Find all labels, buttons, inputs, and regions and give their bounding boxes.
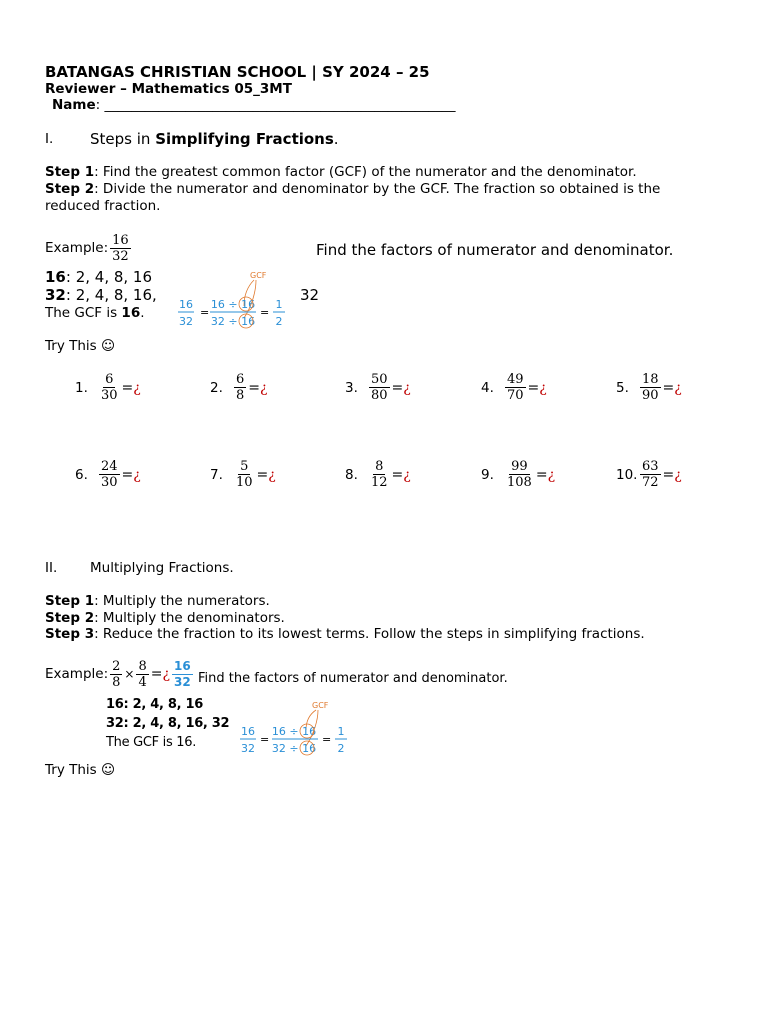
section1-step2 xyxy=(45,181,660,198)
problem-numerator: 49 xyxy=(507,372,524,387)
problem-denominator: 90 xyxy=(642,388,659,403)
s2-step1-label: Step 1 xyxy=(45,593,95,609)
s2-fig-frac-num: 16 xyxy=(241,725,255,738)
problem-equals: = xyxy=(121,466,134,483)
problem-answer-mark: ¿ xyxy=(539,379,547,396)
s2-fig-equals-2: = xyxy=(322,733,332,746)
problem-3 xyxy=(345,372,411,403)
problem-number: 3. xyxy=(345,379,358,396)
problem-numerator: 8 xyxy=(375,459,384,474)
s2-step2-label: Step 2 xyxy=(45,610,95,626)
s2-a-den: 8 xyxy=(112,675,121,690)
s2-a-num: 2 xyxy=(112,659,121,674)
section1-instruction: Find the factors of numerator and denominator. xyxy=(316,241,674,259)
problem-answer-mark: ¿ xyxy=(674,379,682,396)
section2-step1 xyxy=(45,593,270,610)
problem-fraction xyxy=(640,372,661,403)
factors-32-label: 32 xyxy=(45,286,66,304)
problem-equals: = xyxy=(121,379,134,396)
gcf-value: 16 xyxy=(121,305,141,321)
fig-equals-2: = xyxy=(260,306,270,319)
fig-equals-1: = xyxy=(200,306,210,319)
s2-fraction-b xyxy=(136,659,148,690)
problem-number: 6. xyxy=(75,466,88,483)
problem-numerator: 50 xyxy=(371,372,388,387)
school-title: BATANGAS CHRISTIAN SCHOOL | SY 2024 – 25 xyxy=(45,63,430,81)
s2-fig-result-num: 1 xyxy=(337,725,345,738)
section1-title-post: . xyxy=(333,130,339,148)
gcf-statement xyxy=(45,305,145,322)
problem-fraction xyxy=(234,459,255,490)
problem-fraction xyxy=(369,459,390,490)
section2-number: II. xyxy=(45,560,58,576)
factors-32-text: : 2, 4, 8, 16, xyxy=(65,286,157,304)
problem-fraction xyxy=(640,459,661,490)
problem-denominator: 12 xyxy=(371,475,388,490)
s2-answer-mark: ¿ xyxy=(162,666,170,682)
s2-product-den: 32 xyxy=(174,675,191,689)
s2-example-label: Example: xyxy=(45,666,109,682)
problem-denominator: 30 xyxy=(101,475,118,490)
example-fraction xyxy=(110,233,131,264)
section1-number: I. xyxy=(45,131,54,147)
problem-number: 7. xyxy=(210,466,223,483)
factors-16-text: : 2, 4, 8, 16 xyxy=(65,268,153,286)
gcf-tag: GCF xyxy=(250,271,267,280)
problem-number: 4. xyxy=(481,379,494,396)
s2-product-num: 16 xyxy=(174,659,191,673)
gcf-figure-2 xyxy=(232,696,357,764)
problem-4 xyxy=(481,372,547,403)
step2-text: : Divide the numerator and denominator by the GCF. The fraction so obtained is the xyxy=(94,181,661,197)
problem-denominator: 70 xyxy=(507,388,524,403)
problem-numerator: 5 xyxy=(240,459,249,474)
problem-answer-mark: ¿ xyxy=(268,466,276,483)
section2-title: Multiplying Fractions. xyxy=(90,560,234,576)
s2-product xyxy=(172,659,193,690)
problem-equals: = xyxy=(662,466,675,483)
problem-denominator: 80 xyxy=(371,388,388,403)
s2-fig-equals-1: = xyxy=(260,733,270,746)
problem-number: 9. xyxy=(481,466,494,483)
step1-label: Step 1 xyxy=(45,164,95,180)
s2-factors-32: 32: 2, 4, 8, 16, 32 xyxy=(106,716,230,731)
s2-fig-frac-den: 32 xyxy=(241,742,255,755)
problem-equals: = xyxy=(391,379,404,396)
step1-text: : Find the greatest common factor (GCF) of the numerator and the denominator. xyxy=(94,164,637,180)
problem-6 xyxy=(75,459,141,490)
try-this-2: Try This ☺ xyxy=(45,762,116,778)
section2-step3 xyxy=(45,626,645,643)
factors-32-extra: 32 xyxy=(300,286,320,304)
problem-numerator: 18 xyxy=(642,372,659,387)
problem-number: 1. xyxy=(75,379,88,396)
factors-16-label: 16 xyxy=(45,268,66,286)
s2-fig-div-den: 32 ÷ 16 xyxy=(271,742,317,755)
s2-gcf-tag: GCF xyxy=(312,701,329,710)
s2-step2-text: : Multiply the denominators. xyxy=(94,610,285,626)
name-label: Name xyxy=(52,97,96,113)
problem-equals: = xyxy=(256,466,269,483)
s2-b-den: 4 xyxy=(138,675,147,690)
problem-number: 8. xyxy=(345,466,358,483)
fig-div-num: 16 ÷ 16 xyxy=(210,298,256,311)
s2-step3-text: : Reduce the fraction to its lowest terms. Follow the steps in simplifying fractions. xyxy=(94,626,645,642)
gcf-end: . xyxy=(140,305,145,321)
section1-step2-cont: reduced fraction. xyxy=(45,198,161,214)
problem-number: 10. xyxy=(616,466,638,483)
problem-2 xyxy=(210,372,268,403)
s2-fig-result-den: 2 xyxy=(337,742,345,755)
s2-equals: = xyxy=(150,666,163,682)
section1-example xyxy=(45,233,133,264)
problem-answer-mark: ¿ xyxy=(133,379,141,396)
problem-equals: = xyxy=(527,379,540,396)
problem-1 xyxy=(75,372,141,403)
problem-equals: = xyxy=(535,466,548,483)
fig-result-num: 1 xyxy=(275,298,283,311)
section1-heading xyxy=(90,130,339,148)
name-line: : ____________________________________________________ xyxy=(95,97,456,113)
problem-10 xyxy=(616,459,682,490)
problem-numerator: 63 xyxy=(642,459,659,474)
problem-denominator: 72 xyxy=(642,475,659,490)
s2-fig-div-num: 16 ÷ 16 xyxy=(271,725,317,738)
section1-title-bold: Simplifying Fractions xyxy=(155,130,334,148)
gcf-figure-1 xyxy=(170,266,295,334)
gcf-text: The GCF is xyxy=(45,305,122,321)
problem-number: 5. xyxy=(616,379,629,396)
factors-16 xyxy=(45,268,152,286)
problem-fraction xyxy=(505,459,534,490)
problem-answer-mark: ¿ xyxy=(674,466,682,483)
problem-answer-mark: ¿ xyxy=(260,379,268,396)
try-this-1: Try This ☺ xyxy=(45,338,116,354)
name-field xyxy=(52,97,455,114)
problem-5 xyxy=(616,372,682,403)
problem-numerator: 6 xyxy=(236,372,245,387)
fig-frac-den: 32 xyxy=(179,315,193,328)
section1-step1 xyxy=(45,164,637,181)
s2-factors-16: 16: 2, 4, 8, 16 xyxy=(106,697,203,712)
problem-answer-mark: ¿ xyxy=(403,466,411,483)
fig-result-den: 2 xyxy=(275,315,283,328)
problem-answer-mark: ¿ xyxy=(403,379,411,396)
s2-fraction-a xyxy=(110,659,122,690)
problem-denominator: 108 xyxy=(507,475,532,490)
problem-denominator: 30 xyxy=(101,388,118,403)
section2-instruction: Find the factors of numerator and denominator. xyxy=(198,671,508,686)
problem-denominator: 10 xyxy=(236,475,253,490)
problem-numerator: 24 xyxy=(101,459,118,474)
problem-answer-mark: ¿ xyxy=(547,466,556,483)
problem-number: 2. xyxy=(210,379,223,396)
s2-b-num: 8 xyxy=(138,659,147,674)
problem-9 xyxy=(481,459,555,490)
problem-fraction xyxy=(505,372,526,403)
factors-32 xyxy=(45,286,157,304)
section1-title-pre: Steps in xyxy=(90,130,156,148)
fig-div-den: 32 ÷ 16 xyxy=(210,315,256,328)
problem-denominator: 8 xyxy=(236,388,245,403)
problem-fraction xyxy=(369,372,390,403)
example-denominator: 32 xyxy=(112,249,129,264)
section2-example xyxy=(45,659,195,690)
example-numerator: 16 xyxy=(112,233,129,248)
problem-numerator: 6 xyxy=(105,372,114,387)
s2-times: × xyxy=(124,667,135,681)
problem-numerator: 99 xyxy=(511,459,528,474)
problem-equals: = xyxy=(662,379,675,396)
s2-step3-label: Step 3 xyxy=(45,626,95,642)
problem-7 xyxy=(210,459,276,490)
problem-fraction xyxy=(234,372,246,403)
problem-answer-mark: ¿ xyxy=(133,466,141,483)
s2-gcf-line: The GCF is 16. xyxy=(106,735,197,750)
problem-fraction xyxy=(99,459,120,490)
fig-frac-num: 16 xyxy=(179,298,193,311)
section2-step2 xyxy=(45,610,285,627)
step2-label: Step 2 xyxy=(45,181,95,197)
s2-step1-text: : Multiply the numerators. xyxy=(94,593,270,609)
example-label: Example: xyxy=(45,240,109,256)
problem-equals: = xyxy=(248,379,261,396)
problem-fraction xyxy=(99,372,120,403)
problem-equals: = xyxy=(391,466,404,483)
problem-8 xyxy=(345,459,411,490)
reviewer-subtitle: Reviewer – Mathematics 05_3MT xyxy=(45,81,292,97)
